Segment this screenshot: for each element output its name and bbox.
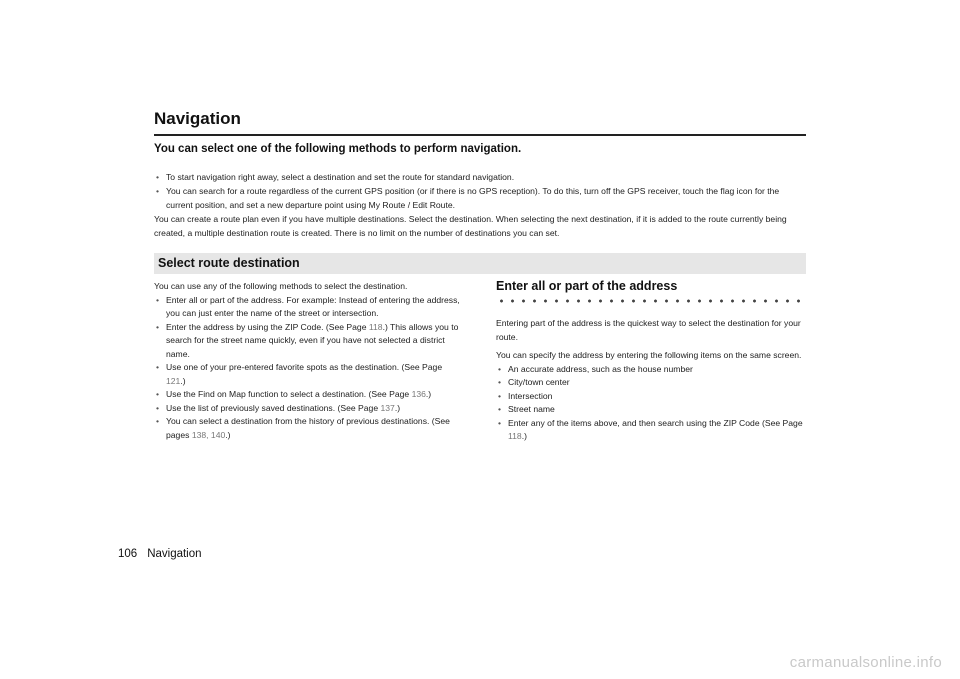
list-item <box>154 361 464 388</box>
destination-methods <box>154 280 464 442</box>
item-text: Use the Find on Map function to select a destination. (See Page <box>166 389 412 399</box>
item-text: You can select a destination from the history of previous destinations. (See pages <box>166 416 450 440</box>
item-tail: .) <box>521 431 527 441</box>
section-title: Select route destination <box>158 256 300 270</box>
list-item <box>154 415 464 442</box>
page-number: 106 <box>118 548 138 560</box>
item-tail: .) <box>225 429 231 440</box>
list-item <box>154 402 464 416</box>
list-item: • Intersection <box>496 390 806 404</box>
item-text: Use the list of previously saved destinations. (See Page <box>166 402 381 413</box>
intro-text: You can select one of the following methods to perform navigation. <box>154 143 522 155</box>
subsection-paragraph: You can specify the address by entering the following items on the same screen. <box>496 350 802 360</box>
top-bullet-list <box>154 170 806 212</box>
list-item <box>154 294 464 321</box>
item-tail: .) <box>180 375 186 386</box>
dotted-divider <box>496 299 806 303</box>
list-item: • Street name <box>496 403 806 417</box>
page-reference-link[interactable]: 121 <box>166 375 181 386</box>
list-item: • You can search for a route regardless of the current GPS position (or if there is no GPS reception). To do this, turn off the GPS receiver, touch the flag icon for the current position, and set a new departure point using My Route / Edit Route. <box>154 184 806 212</box>
subsection-title: Enter all or part of the address <box>496 279 678 293</box>
list-item <box>154 388 464 402</box>
item-text: Enter the address by using the ZIP Code. (See Page <box>166 321 369 332</box>
item-text: Use one of your pre-entered favorite spots as the destination. (See Page <box>166 362 443 372</box>
page-title: Navigation <box>154 109 241 128</box>
item-tail: .) <box>425 389 432 399</box>
footer-label: Navigation <box>147 548 202 560</box>
list-item: • An accurate address, such as the house number <box>496 363 806 377</box>
list-item <box>154 321 464 362</box>
address-entry-section <box>496 317 806 444</box>
list-item: • To start navigation right away, select a destination and set the route for standard navigation. <box>154 170 806 184</box>
page-reference-link[interactable]: 138, 140 <box>191 429 226 440</box>
list-item: • City/town center <box>496 376 806 390</box>
title-divider <box>154 134 806 136</box>
item-tail: .) <box>394 402 401 413</box>
page-reference-link[interactable]: 136 <box>411 389 426 399</box>
page-reference-link[interactable]: 118 <box>508 431 522 441</box>
item-text: Enter any of the items above, and then search using the ZIP Code (See Page <box>508 417 803 428</box>
list-item <box>496 417 806 444</box>
watermark: carmanualsonline.info <box>789 654 942 671</box>
subsection-paragraph: Entering part of the address is the quickest way to select the destination for your route. <box>496 318 801 342</box>
item-tail: .) This allows you to search for the street name quickly, even if you have not selected a district name. <box>166 321 459 359</box>
page-footer <box>118 548 212 560</box>
page-reference-link[interactable]: 137 <box>380 402 395 413</box>
section-lead: You can use any of the following methods to select the destination. <box>154 281 408 291</box>
page-reference-link[interactable]: 118 <box>368 321 383 332</box>
item-text: Enter all or part of the address. For example: Instead of entering the address, you can just enter the name of the street or intersection. <box>166 294 460 318</box>
route-plan-paragraph: You can create a route plan even if you have multiple destinations. Select the destination. When selecting the next destination, if it is added to the route currently being created, a multiple destination route is created. There is no limit on the number of destinations you can set. <box>154 214 787 238</box>
